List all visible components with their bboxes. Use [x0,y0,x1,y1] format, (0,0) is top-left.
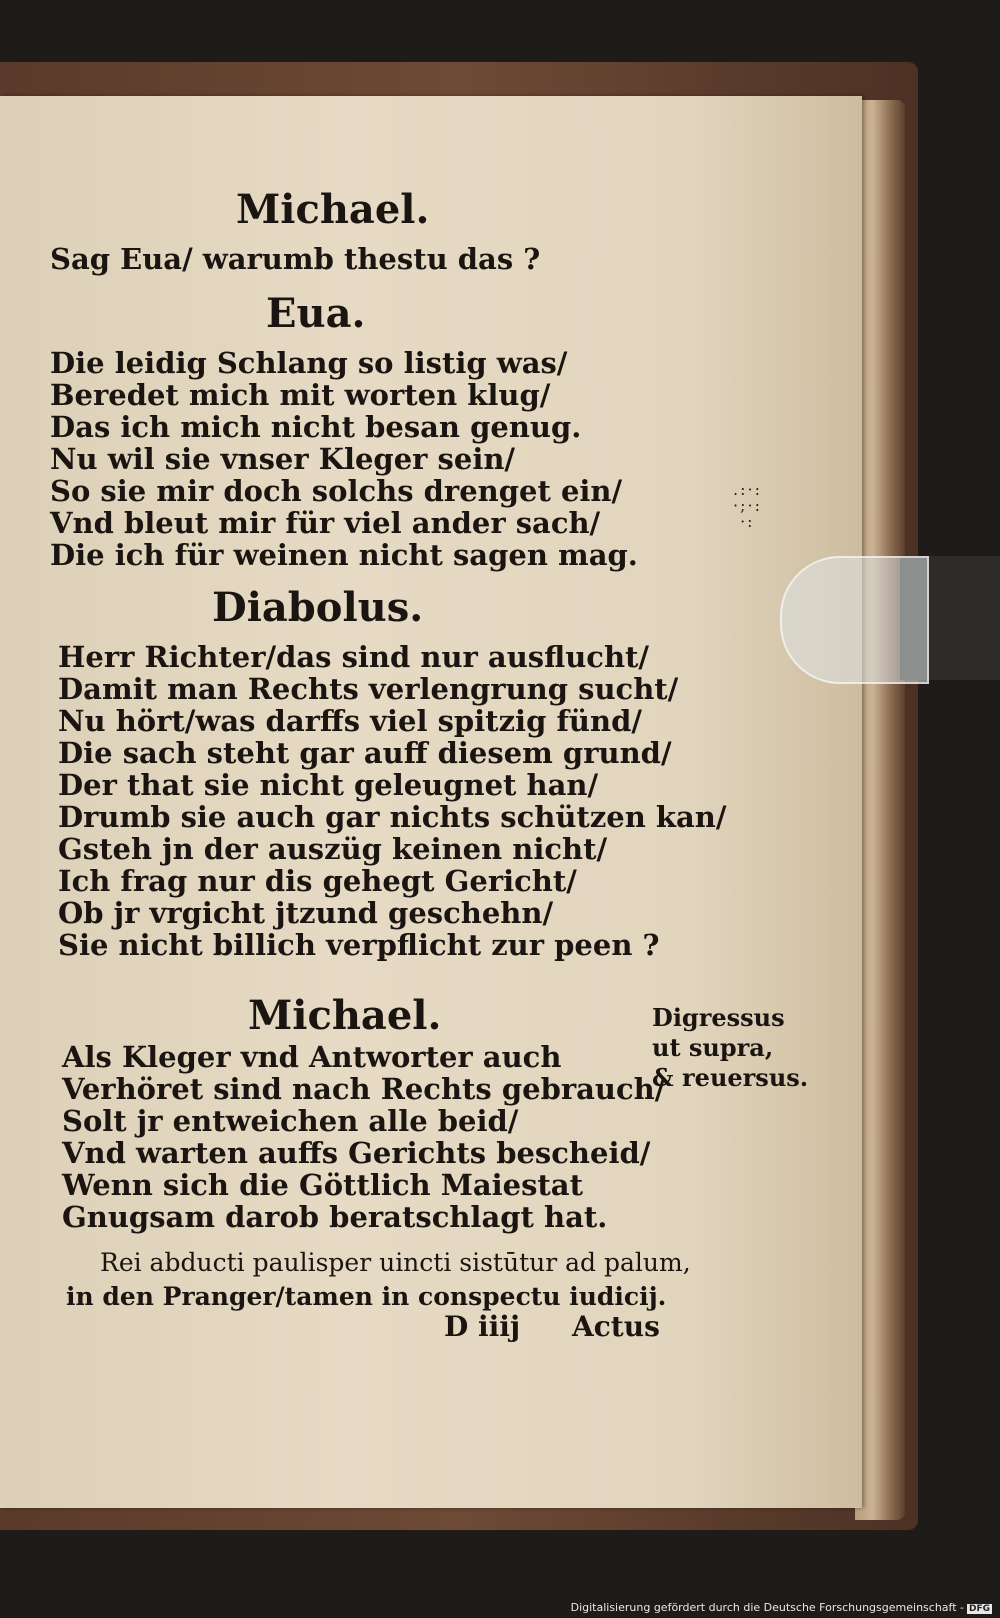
verse-line: Drumb sie auch gar nichts schützen kan/ [58,800,727,834]
speaker-heading: Michael. [248,992,442,1039]
speaker-heading: Eua. [266,290,366,337]
verse-line: Solt jr entweichen alle beid/ [62,1104,519,1138]
catchword: Actus [572,1310,660,1343]
verse-line: Sie nicht billich verpflicht zur peen ? [58,928,660,962]
verse-line: Beredet mich mit worten klug/ [50,378,551,412]
verse-line: Gnugsam darob beratschlagt hat. [62,1200,608,1234]
credit-text: Digitalisierung gefördert durch die Deutsche Forschungsgemeinschaft - [570,1601,964,1614]
marginal-note: ut supra, [652,1033,774,1062]
verse-line: Verhöret sind nach Rechts gebrauch/ [62,1072,666,1106]
page-edges [855,100,905,1520]
verse-line: Als Kleger vnd Antworter auch [62,1040,562,1074]
verse-line: Nu wil sie vnser Kleger sein/ [50,442,516,476]
verse-line: Der that sie nicht geleugnet han/ [58,768,599,802]
digitization-credit [571,1601,992,1614]
verse-line: Wenn sich die Göttlich Maiestat [62,1168,583,1202]
verse-line: Die sach steht gar auff diesem grund/ [58,736,672,770]
marginal-note: & reuersus. [652,1063,809,1092]
verse-line: Die ich für weinen nicht sagen mag. [50,538,638,572]
verse-line: Gsteh jn der auszüg keinen nicht/ [58,832,608,866]
stage-direction: in den Pranger/tamen in conspectu iudicij. [66,1282,667,1311]
verse-line: Ich frag nur dis gehegt Gericht/ [58,864,577,898]
verse-line: Herr Richter/das sind nur ausflucht/ [58,640,650,674]
verse-line: Damit man Rechts verlengrung sucht/ [58,672,679,706]
speaker-heading: Diabolus. [212,584,424,631]
verse-line: Das ich mich nicht besan genug. [50,410,582,444]
verse-line: Ob jr vrgicht jtzund geschehn/ [58,896,554,930]
verse-line: Die leidig Schlang so listig was/ [50,346,568,380]
verse-line: Nu hört/was darffs viel spitzig fünd/ [58,704,642,738]
verse-line: Vnd warten auffs Gerichts bescheid/ [62,1136,651,1170]
speaker-heading: Michael. [236,186,430,233]
verse-line: Sag Eua/ warumb thestu das ? [50,242,541,276]
ink-flecks: .:·: ·;·: ·: [733,480,762,531]
signature-mark: D iiij [444,1310,521,1343]
glass-clip [780,556,929,684]
marginal-note: Digressus [652,1003,785,1032]
dfg-logo: DFG [968,1604,990,1614]
stage-direction: Rei abducti paulisper uincti sistūtur ad palum, [100,1248,691,1277]
verse-line: Vnd bleut mir für viel ander sach/ [50,506,601,540]
verse-line: So sie mir doch solchs drenget ein/ [50,474,623,508]
